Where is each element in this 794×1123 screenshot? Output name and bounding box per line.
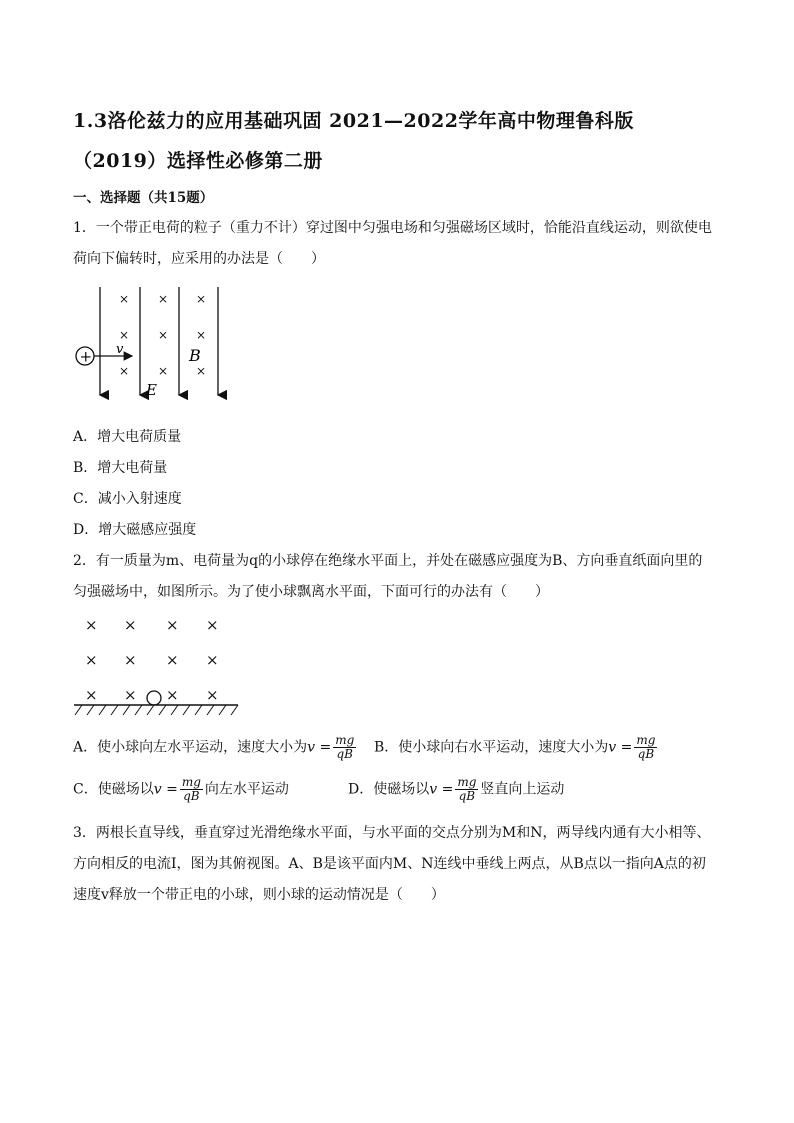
- b-field-cross: ×: [196, 364, 207, 378]
- b-field-cross: ×: [158, 364, 169, 378]
- velocity-label: v: [116, 342, 124, 357]
- b-field-cross: ×: [119, 292, 130, 306]
- q1-field-diagram: [70, 283, 230, 403]
- b-field-cross: ×: [196, 292, 207, 306]
- b-field-cross: ×: [119, 328, 130, 342]
- q3-stem-line1: 3．两根长直导线，垂直穿过光滑绝缘水平面，与水平面的交点分别为M和N，两导线内通有大小相等、: [73, 825, 711, 841]
- q2-option-b[interactable]: B．使小球向右水平运动，速度大小为v = $\frac{mg}{qB}$: [374, 733, 656, 761]
- q3-stem-line2: 方向相反的电流I，图为其俯视图。A、B是该平面内M、N连线中垂线上两点，从B点以一指向A点的初: [73, 856, 706, 872]
- q2-stem-line1: 2．有一质量为m、电荷量为q的小球停在绝缘水平面上，并处在磁感应强度为B、方向垂直纸面向里的: [73, 553, 703, 569]
- q1-option-a[interactable]: A．增大电荷质量: [73, 429, 182, 445]
- fraction: $\frac{mg}{qB}$: [457, 775, 477, 803]
- b-field-cross: ×: [85, 651, 98, 669]
- q1-option-d[interactable]: D．增大磁感应强度: [73, 522, 197, 538]
- q1-stem-line2: 荷向下偏转时，应采用的办法是（ ）: [73, 251, 325, 267]
- q2-option-c[interactable]: C．使磁场以v = $\frac{mg}{qB}$ 向左水平运动: [73, 775, 289, 803]
- b-field-cross: ×: [206, 616, 219, 634]
- page-title: 1.3洛伦兹力的应用基础巩固 2021—2022学年高中物理鲁科版: [73, 110, 634, 132]
- small-ball: [147, 691, 161, 705]
- b-field-cross: ×: [124, 686, 137, 704]
- fraction: $\frac{mg}{qB}$: [181, 775, 201, 803]
- b-field-cross: ×: [85, 686, 98, 704]
- b-field-cross: ×: [166, 686, 179, 704]
- q3-stem-line3: 速度v释放一个带正电的小球，则小球的运动情况是（ ）: [73, 887, 445, 903]
- b-label: B: [189, 346, 201, 365]
- plus-sign: +: [79, 347, 93, 366]
- q2-option-a[interactable]: A．使小球向左水平运动，速度大小为v = $\frac{mg}{qB}$: [73, 733, 355, 761]
- b-field-cross: ×: [158, 292, 169, 306]
- b-field-cross: ×: [166, 651, 179, 669]
- fraction: $\frac{mg}{qB}$: [335, 733, 355, 761]
- b-field-cross: ×: [85, 616, 98, 634]
- b-field-cross: ×: [196, 328, 207, 342]
- q1-option-c[interactable]: C．减小入射速度: [73, 491, 182, 507]
- page-title-line2: （2019）选择性必修第二册: [73, 150, 323, 172]
- b-field-cross: ×: [206, 686, 219, 704]
- b-field-cross: ×: [206, 651, 219, 669]
- section-heading: 一、选择题（共15题）: [73, 190, 214, 206]
- fraction: $\frac{mg}{qB}$: [636, 733, 656, 761]
- q1-stem-line1: 1．一个带正电荷的粒子（重力不计）穿过图中匀强电场和匀强磁场区域时，恰能沿直线运动，则欲使电: [73, 220, 712, 236]
- b-field-cross: ×: [158, 328, 169, 342]
- q1-option-b[interactable]: B．增大电荷量: [73, 460, 168, 476]
- e-label: E: [146, 381, 157, 399]
- b-field-cross: ×: [124, 651, 137, 669]
- b-field-cross: ×: [166, 616, 179, 634]
- b-field-cross: ×: [124, 616, 137, 634]
- q2-ball-diagram: [70, 612, 245, 722]
- q2-stem-line2: 匀强磁场中，如图所示。为了使小球飘离水平面，下面可行的办法有（ ）: [73, 584, 549, 600]
- b-field-cross: ×: [119, 364, 130, 378]
- q2-option-d[interactable]: D．使磁场以v = $\frac{mg}{qB}$ 竖直向上运动: [348, 775, 565, 803]
